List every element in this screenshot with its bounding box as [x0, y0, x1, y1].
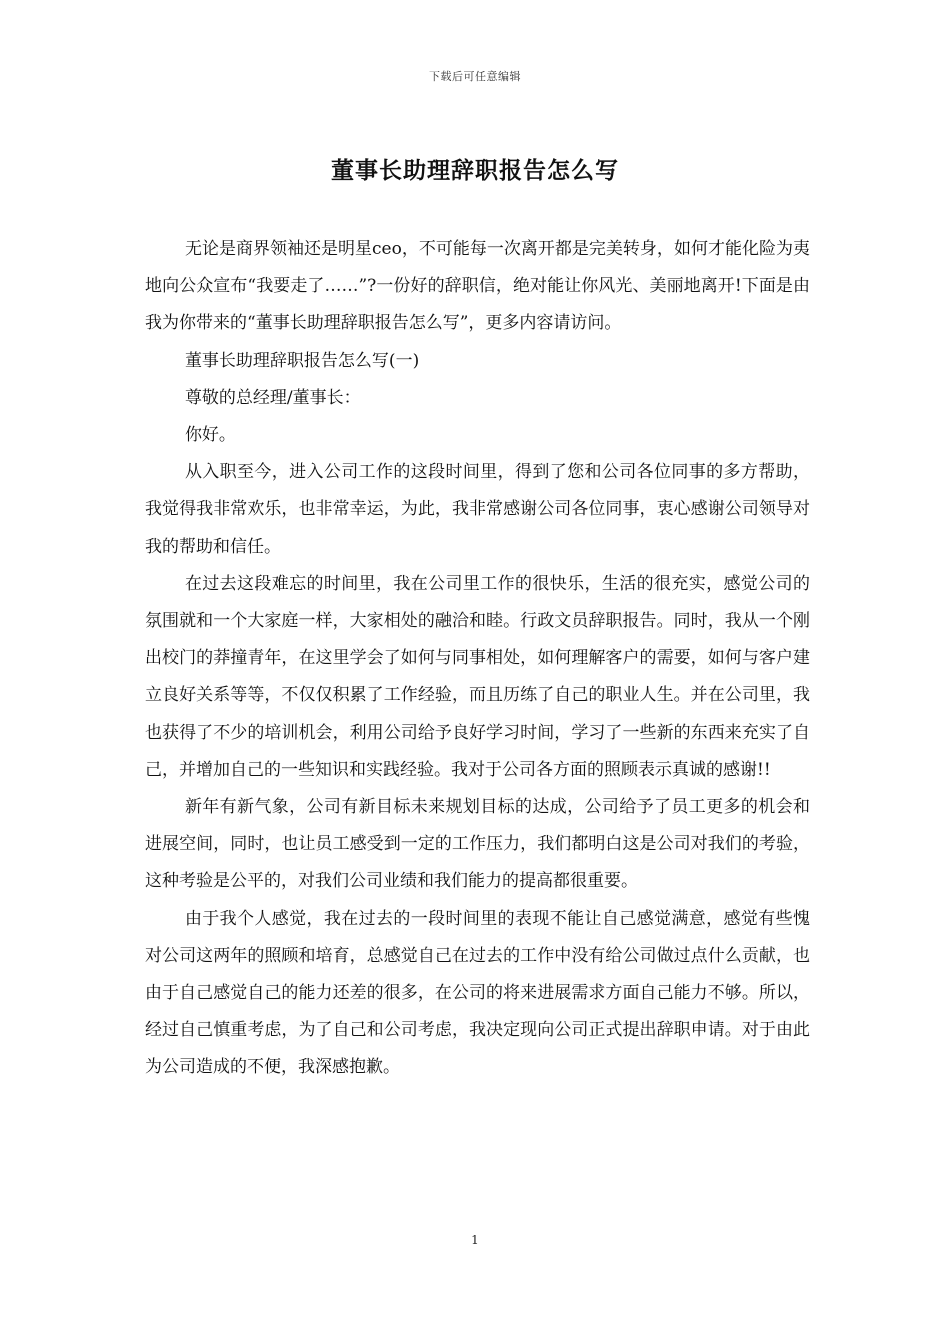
paragraph-subtitle: 董事长助理辞职报告怎么写(一)	[184, 350, 420, 371]
paragraph-greeting: 你好。	[184, 425, 236, 446]
document-body	[145, 231, 810, 1087]
paragraph-new-year: 新年有新气象，公司有新目标未来规划目标的达成，公司给予了员工更多的机会和进展空间，同时，也让员工感受到一定的工作压力，我们都明白这是公司对我们的考验，这种考验是公平的，对我们公司业绩和我们能力的提高都很重要。	[145, 797, 810, 892]
page-number: 1	[471, 1233, 479, 1247]
paragraph-experience: 在过去这段难忘的时间里，我在公司里工作的很快乐，生活的很充实，感觉公司的氛围就和一个大家庭一样，大家相处的融洽和睦。行政文员辞职报告。同时，我从一个刚出校门的莽撞青年，在这里学会了如何与同事相处，如何理解客户的需要，如何与客户建立良好关系等等，不仅仅积累了工作经验，而且历练了自己的职业人生。并在公司里，我也获得了不少的培训机会，利用公司给予良好学习时间，学习了一些新的东西来充实了自己，并增加自己的一些知识和实践经验。我对于公司各方面的照顾表示真诚的感谢!!	[145, 573, 810, 780]
document-title: 董事长助理辞职报告怎么写	[331, 157, 619, 184]
paragraph-salutation: 尊敬的总经理/董事长：	[184, 387, 361, 408]
header-note: 下载后可任意编辑	[429, 70, 521, 83]
paragraph-gratitude: 从入职至今，进入公司工作的这段时间里，得到了您和公司各位同事的多方帮助，我觉得我非常欢乐，也非常幸运，为此，我非常感谢公司各位同事，衷心感谢公司领导对我的帮助和信任。	[145, 462, 810, 557]
paragraph-resignation: 由于我个人感觉，我在过去的一段时间里的表现不能让自己感觉满意，感觉有些愧对公司这两年的照顾和培育，总感觉自己在过去的工作中没有给公司做过点什么贡献，也由于自己感觉自己的能力还差的很多，在公司的将来进展需求方面自己能力不够。所以，经过自己慎重考虑，为了自己和公司考虑，我决定现向公司正式提出辞职申请。对于由此为公司造成的不便，我深感抱歉。	[145, 908, 810, 1078]
paragraph-intro: 无论是商界领袖还是明星ceo，不可能每一次离开都是完美转身，如何才能化险为夷地向公众宣布“我要走了……”?一份好的辞职信，绝对能让你风光、美丽地离开!下面是由我为你带来的“董事长助理辞职报告怎么写”，更多内容请访问。	[145, 239, 810, 334]
